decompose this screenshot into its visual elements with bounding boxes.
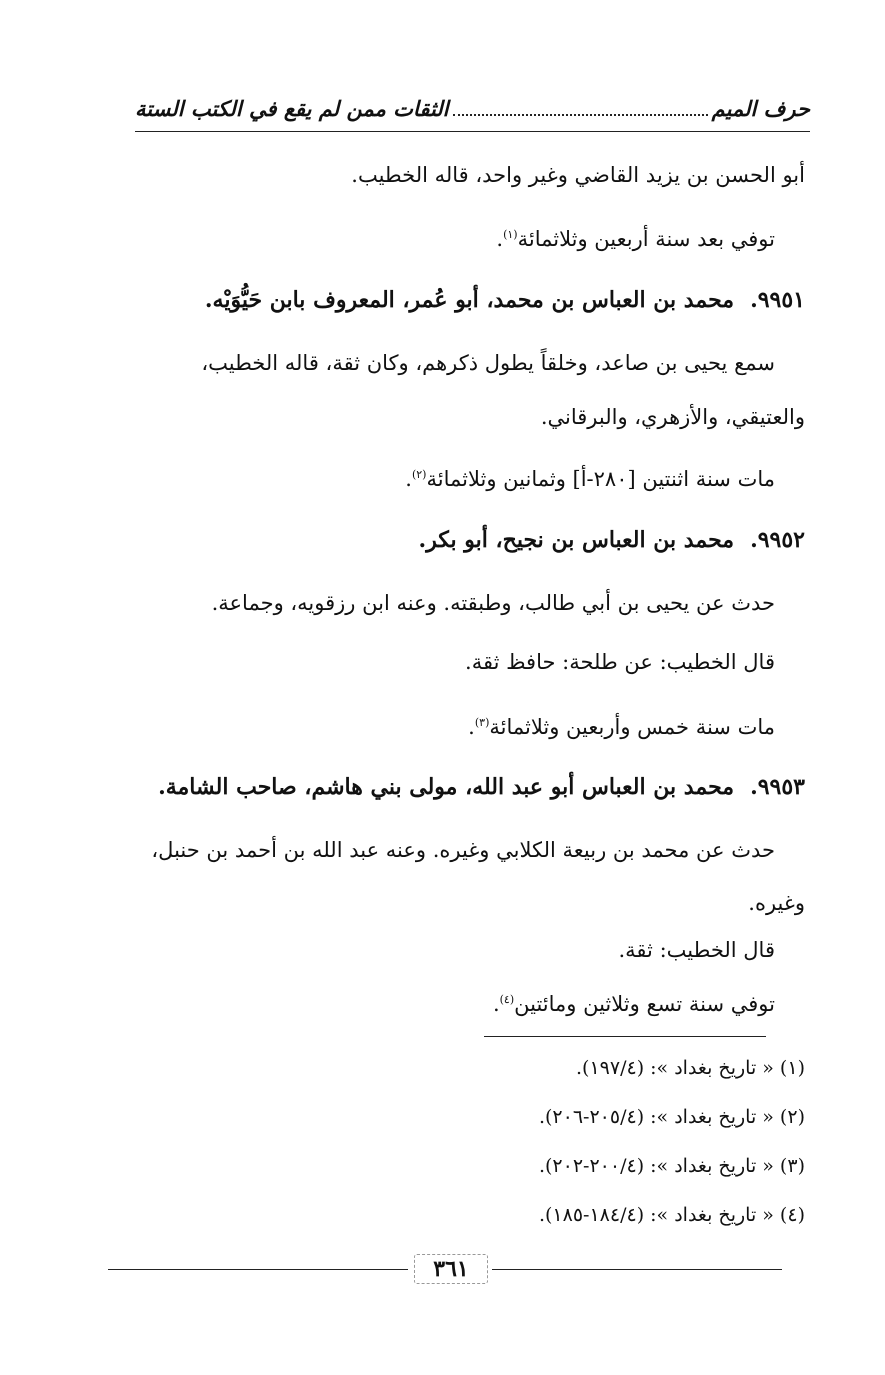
footer-rule-left — [108, 1269, 408, 1270]
entry-number: ٩٩٥٣. — [750, 774, 805, 800]
body-line-8 — [468, 708, 775, 742]
header-rule — [135, 131, 810, 132]
body-line-5-end: . — [405, 467, 412, 491]
body-line-8-end: . — [468, 715, 475, 739]
body-line-3: سمع يحيى بن صاعد، وخلقاً يطول ذكرهم، وكان ثقة، قاله الخطيب، — [201, 351, 775, 375]
body-line-12-end: . — [492, 992, 500, 1016]
footnote-ref-2[interactable]: (٢) — [411, 468, 427, 481]
footnote-1: (١) « تاريخ بغداد »: (١٩٧/٤). — [576, 1057, 805, 1079]
body-line-5-text: مات سنة اثنتين [٢٨٠-أ] وثمانين وثلاثمائة — [426, 467, 775, 491]
entry-name: محمد بن العباس أبو عبد الله، مولى بني هاشم، صاحب الشامة. — [158, 774, 735, 800]
entry-number: ٩٩٥٢. — [750, 527, 805, 553]
entry-name: محمد بن العباس بن محمد، أبو عُمر، المعروف بابن حَيُّوَيْه. — [204, 287, 735, 313]
footnote-ref-3[interactable]: (٣) — [474, 716, 490, 729]
page-number — [410, 1252, 492, 1286]
entry-number: ٩٩٥١. — [750, 287, 805, 313]
header-dot-leader — [453, 113, 708, 116]
body-line-2-end: . — [496, 227, 504, 251]
body-line-8-text: مات سنة خمس وأربعين وثلاثمائة — [489, 715, 775, 739]
body-line-1: أبو الحسن بن يزيد القاضي وغير واحد، قاله الخطيب. — [351, 163, 805, 187]
footnote-separator — [484, 1036, 766, 1037]
body-line-12 — [493, 985, 775, 1019]
body-line-5 — [405, 460, 775, 494]
entry-name: محمد بن العباس بن نجيح، أبو بكر. — [418, 527, 735, 553]
body-line-2-text: توفي بعد سنة أربعين وثلاثمائة — [517, 227, 775, 251]
body-line-11: قال الخطيب: ثقة. — [618, 938, 775, 962]
running-header — [135, 96, 810, 122]
footnote-ref-4[interactable]: (٤) — [499, 993, 515, 1006]
header-section-title: حرف الميم — [711, 96, 810, 121]
page-number-text: ٣٦١ — [433, 1256, 469, 1282]
entry-9952 — [419, 525, 805, 555]
entry-9953 — [158, 772, 805, 802]
footnote-3: (٣) « تاريخ بغداد »: (٢٠٠/٤-٢٠٢). — [538, 1155, 805, 1177]
body-line-2 — [496, 220, 775, 254]
body-line-6: حدث عن يحيى بن أبي طالب، وطبقته. وعنه ابن رزقويه، وجماعة. — [211, 591, 775, 615]
header-book-title: الثقات ممن لم يقع في الكتب الستة — [135, 96, 449, 121]
footer-rule-right — [492, 1269, 782, 1270]
body-line-4: والعتيقي، والأزهري، والبرقاني. — [540, 405, 805, 429]
body-line-10: وغيره. — [748, 891, 805, 915]
body-line-9: حدث عن محمد بن ربيعة الكلابي وغيره. وعنه عبد الله بن أحمد بن حنبل، — [151, 838, 775, 862]
entry-9951 — [205, 285, 805, 315]
footnote-ref-1[interactable]: (١) — [503, 228, 518, 241]
body-line-7: قال الخطيب: عن طلحة: حافظ ثقة. — [465, 650, 775, 674]
footnote-2: (٢) « تاريخ بغداد »: (٢٠٥/٤-٢٠٦). — [538, 1106, 805, 1128]
body-line-12-text: توفي سنة تسع وثلاثين ومائتين — [514, 992, 775, 1016]
footnote-4: (٤) « تاريخ بغداد »: (١٨٤/٤-١٨٥). — [538, 1204, 805, 1226]
